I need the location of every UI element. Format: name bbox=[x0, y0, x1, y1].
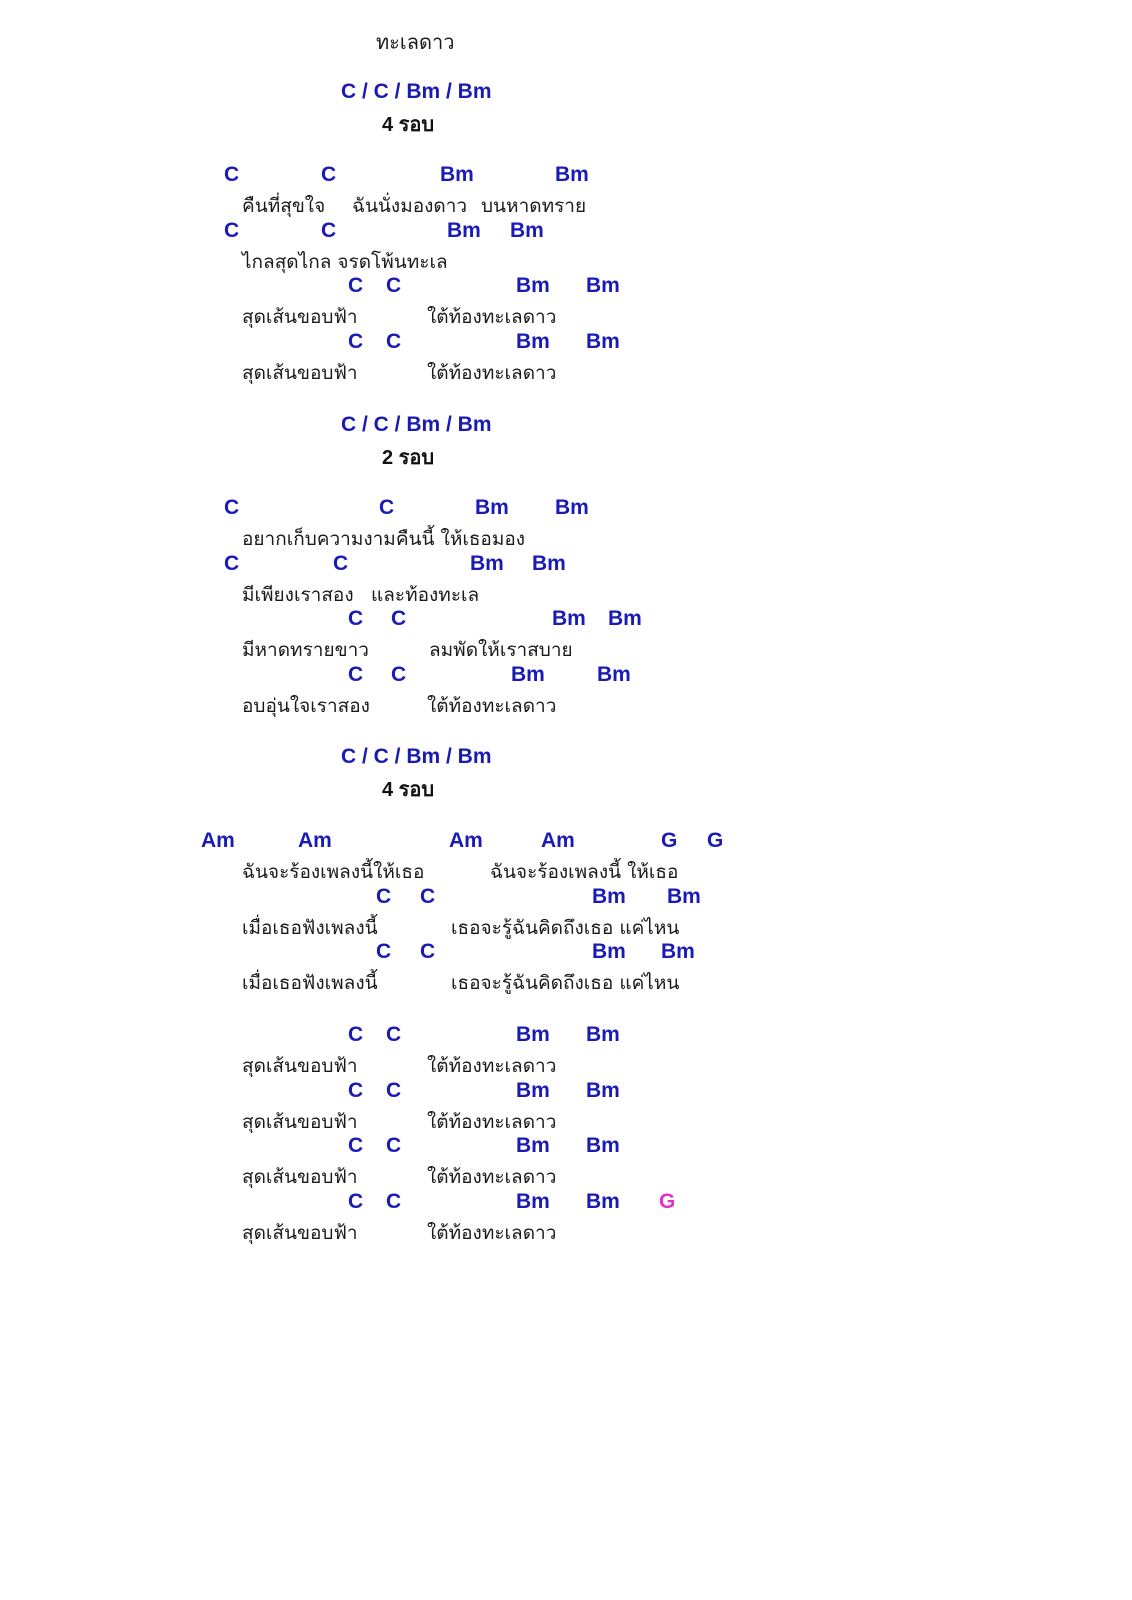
chord: C bbox=[386, 1078, 402, 1102]
repeat-row bbox=[0, 108, 1132, 136]
lyric-segment: ใต้ท้องทะเลดาว bbox=[427, 694, 557, 717]
chord-row bbox=[0, 552, 1132, 580]
lyric-row bbox=[0, 635, 1132, 663]
lyric-segment: สุดเส้นขอบฟ้า bbox=[242, 306, 358, 328]
repeat-row bbox=[0, 773, 1132, 801]
lyric-row bbox=[0, 857, 1132, 885]
progression-chords: C / C / Bm / Bm bbox=[341, 413, 492, 436]
lyric-segment: มีเพียงเราสอง bbox=[242, 583, 354, 606]
chord: Bm bbox=[667, 884, 701, 908]
chord: C bbox=[386, 274, 402, 297]
chord: C bbox=[386, 1134, 402, 1157]
chord: Bm bbox=[552, 607, 586, 630]
chord: Bm bbox=[586, 274, 620, 297]
chord-row bbox=[0, 1134, 1132, 1162]
chord: Bm bbox=[516, 274, 550, 297]
chord: Bm bbox=[440, 163, 474, 186]
chord: C bbox=[348, 1189, 364, 1213]
chord: C bbox=[348, 1023, 364, 1046]
progression-row bbox=[0, 80, 1132, 108]
lyric-row bbox=[0, 524, 1132, 552]
lyric-segment: อยากเก็บความงามคืนนี้ ให้เธอมอง bbox=[242, 528, 526, 550]
chord: C bbox=[348, 1078, 364, 1102]
chord: Am bbox=[201, 829, 235, 852]
chord: C bbox=[348, 662, 364, 686]
chord: C bbox=[376, 940, 392, 963]
progression-chords: C / C / Bm / Bm bbox=[341, 80, 492, 103]
lyric-segment: บนหาดทราย bbox=[481, 195, 587, 217]
lyric-segment: เมื่อเธอฟังเพลงนี้ bbox=[242, 972, 378, 994]
chord: Bm bbox=[516, 1023, 550, 1046]
chord-row bbox=[0, 496, 1132, 524]
chord: C bbox=[420, 940, 436, 963]
chord: Bm bbox=[516, 329, 550, 353]
lyric-segment: ใต้ท้องทะเลดาว bbox=[427, 1221, 557, 1244]
lyric-segment: ใต้ท้องทะเลดาว bbox=[427, 361, 557, 384]
lyric-segment: เมื่อเธอฟังเพลงนี้ bbox=[242, 916, 378, 939]
chord: C bbox=[224, 551, 240, 575]
lyric-row bbox=[0, 1162, 1132, 1190]
chord-row bbox=[0, 1079, 1132, 1107]
chord: C bbox=[348, 607, 364, 630]
chord: Am bbox=[541, 829, 575, 852]
chord: C bbox=[386, 1023, 402, 1046]
chord-row bbox=[0, 330, 1132, 358]
chord: C bbox=[348, 329, 364, 353]
chord: C bbox=[348, 274, 364, 297]
lyric-segment: และท้องทะเล bbox=[371, 583, 480, 606]
lyric-row bbox=[0, 247, 1132, 275]
chord: C bbox=[321, 218, 337, 242]
lyric-row bbox=[0, 580, 1132, 608]
chord: Bm bbox=[555, 163, 589, 186]
chord: Bm bbox=[510, 218, 544, 242]
chord-row bbox=[0, 940, 1132, 968]
chord: C bbox=[386, 1189, 402, 1213]
chord: Bm bbox=[516, 1134, 550, 1157]
lyric-segment: ใต้ท้องทะเลดาว bbox=[427, 1110, 557, 1133]
chord: Bm bbox=[516, 1078, 550, 1102]
chord: Bm bbox=[597, 662, 631, 686]
chord: G bbox=[661, 829, 678, 852]
lyric-segment: เธอจะรู้ฉันคิดถึงเธอ แค่ไหน bbox=[451, 916, 680, 939]
lyric-segment: สุดเส้นขอบฟ้า bbox=[242, 1055, 358, 1077]
chord-row bbox=[0, 607, 1132, 635]
chord: Bm bbox=[516, 1189, 550, 1213]
chord-highlight: G bbox=[659, 1189, 676, 1213]
chord: Bm bbox=[608, 607, 642, 630]
lyric-row bbox=[0, 691, 1132, 719]
chord: Bm bbox=[470, 551, 504, 575]
chord: C bbox=[321, 163, 337, 186]
chord: C bbox=[391, 607, 407, 630]
lyric-row bbox=[0, 968, 1132, 996]
lyric-row bbox=[0, 1218, 1132, 1246]
chord-row bbox=[0, 663, 1132, 691]
chord: Am bbox=[298, 829, 332, 852]
chord: C bbox=[333, 551, 349, 575]
repeat-count: 4 รอบ bbox=[382, 779, 435, 801]
chord-row bbox=[0, 219, 1132, 247]
chord: Bm bbox=[592, 940, 626, 963]
chord: Bm bbox=[447, 218, 481, 242]
progression-chords: C / C / Bm / Bm bbox=[341, 745, 492, 768]
lyric-row bbox=[0, 358, 1132, 386]
chord: C bbox=[376, 884, 392, 908]
chord: C bbox=[224, 218, 240, 242]
lyric-segment: มีหาดทรายขาว bbox=[242, 639, 369, 661]
lyric-segment: อบอุ่นใจเราสอง bbox=[242, 694, 370, 717]
chord: Bm bbox=[661, 940, 695, 963]
lyric-segment: ใต้ท้องทะเลดาว bbox=[427, 1055, 557, 1077]
lyric-segment: สุดเส้นขอบฟ้า bbox=[242, 1166, 358, 1188]
lyric-segment: ใต้ท้องทะเลดาว bbox=[427, 1166, 557, 1188]
progression-row bbox=[0, 745, 1132, 773]
lyric-segment: สุดเส้นขอบฟ้า bbox=[242, 1110, 358, 1133]
chord-row bbox=[0, 163, 1132, 191]
chord: Bm bbox=[511, 662, 545, 686]
lyric-segment: เธอจะรู้ฉันคิดถึงเธอ แค่ไหน bbox=[451, 972, 680, 994]
lyric-row bbox=[0, 191, 1132, 219]
chord: Bm bbox=[586, 1078, 620, 1102]
chord: Bm bbox=[555, 496, 589, 519]
chord: Bm bbox=[592, 884, 626, 908]
lyric-segment: สุดเส้นขอบฟ้า bbox=[242, 361, 358, 384]
lyric-segment: ไกลสุดไกล จรดโพ้นทะเล bbox=[242, 250, 448, 273]
lyric-segment: ฉันจะร้องเพลงนี้ ให้เธอ bbox=[490, 861, 679, 883]
lyric-segment: สุดเส้นขอบฟ้า bbox=[242, 1221, 358, 1244]
lyric-segment: ใต้ท้องทะเลดาว bbox=[427, 306, 557, 328]
chord: Bm bbox=[586, 1023, 620, 1046]
chord: Bm bbox=[475, 496, 509, 519]
lyric-row bbox=[0, 1051, 1132, 1079]
chord: C bbox=[391, 662, 407, 686]
chord: Bm bbox=[532, 551, 566, 575]
chord: C bbox=[224, 163, 240, 186]
chord: Bm bbox=[586, 1134, 620, 1157]
lyric-segment: ลมพัดให้เราสบาย bbox=[429, 639, 573, 661]
chord-row bbox=[0, 885, 1132, 913]
chord: Bm bbox=[586, 1189, 620, 1213]
chord: C bbox=[386, 329, 402, 353]
progression-row bbox=[0, 413, 1132, 441]
chord: C bbox=[420, 884, 436, 908]
repeat-count: 2 รอบ bbox=[382, 447, 435, 469]
lyric-segment: คืนที่สุขใจ bbox=[242, 195, 326, 217]
song-title-row bbox=[0, 26, 1132, 54]
chord: C bbox=[348, 1134, 364, 1157]
lyric-row bbox=[0, 913, 1132, 941]
chord: Am bbox=[449, 829, 483, 852]
chord-row bbox=[0, 274, 1132, 302]
lyric-segment: ฉันนั่งมองดาว bbox=[352, 195, 468, 217]
lyric-row bbox=[0, 302, 1132, 330]
chord: C bbox=[224, 496, 240, 519]
chord: G bbox=[707, 829, 724, 852]
lyric-segment: ฉันจะร้องเพลงนี้ให้เธอ bbox=[242, 861, 425, 883]
chord-row bbox=[0, 829, 1132, 857]
song-title: ทะเลดาว bbox=[376, 30, 455, 54]
repeat-count: 4 รอบ bbox=[382, 114, 435, 136]
chord: Bm bbox=[586, 329, 620, 353]
lyric-row bbox=[0, 1107, 1132, 1135]
chord-row bbox=[0, 1190, 1132, 1218]
repeat-row bbox=[0, 441, 1132, 469]
chord: C bbox=[379, 496, 395, 519]
chord-row bbox=[0, 1023, 1132, 1051]
